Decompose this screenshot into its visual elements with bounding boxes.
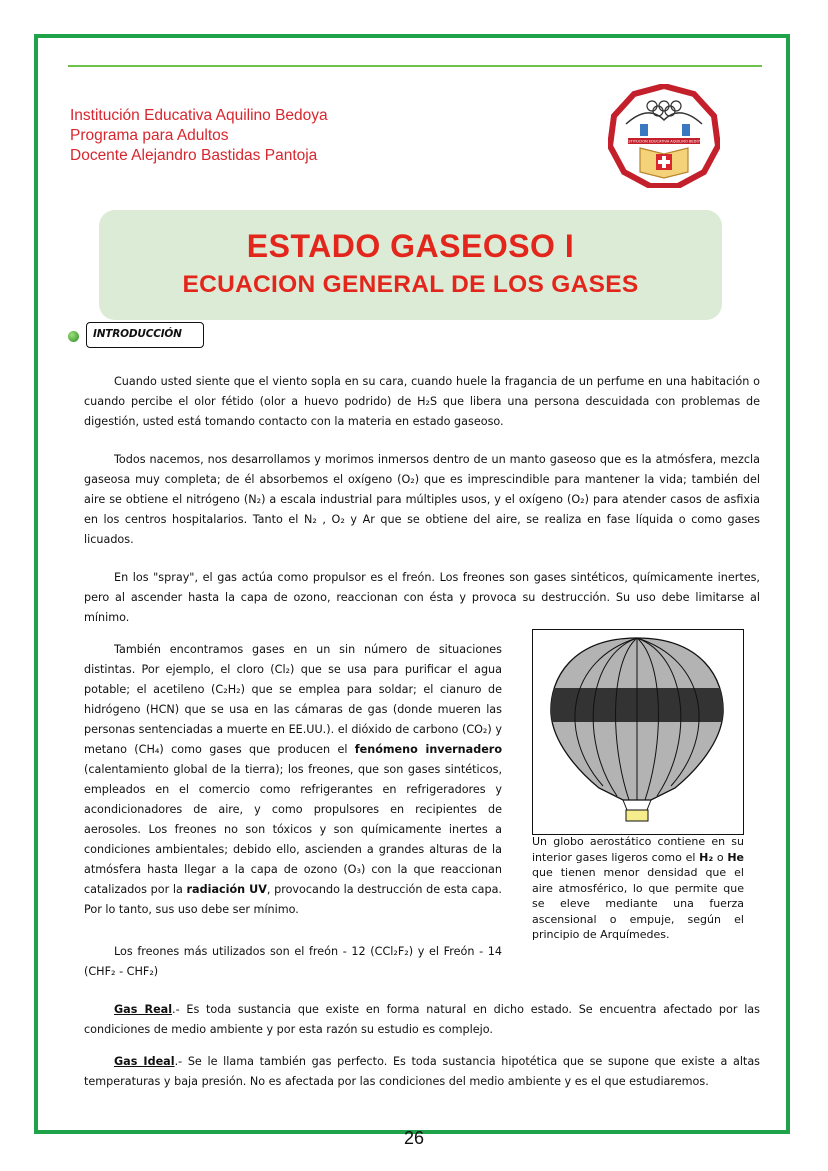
gas-ideal-term: Gas Ideal bbox=[114, 1055, 175, 1068]
paragraph-2 bbox=[84, 450, 760, 550]
title-banner bbox=[99, 210, 722, 320]
balloon-caption bbox=[532, 834, 744, 943]
institution-header bbox=[70, 106, 328, 166]
top-rule bbox=[68, 65, 762, 67]
paragraph-4-text-e: , provocando la destrucción de esta capa. Por lo tanto, sus uso debe ser mínimo. bbox=[84, 883, 502, 916]
paragraph-1-text: Cuando usted siente que el viento sopla en su cara, cuando huele la fragancia de un perfume en una habitación o cuando percibe el olor fétido (olor a huevo podrido) de H₂S que libera una persona descuidada con problemas de digestión, usted está tomando contacto con la materia en estado gaseoso. bbox=[84, 375, 760, 428]
caption-he: He bbox=[727, 850, 744, 864]
bullet-icon bbox=[68, 331, 79, 342]
program-name: Programa para Adultos bbox=[70, 127, 229, 144]
paragraph-gas-real bbox=[84, 1000, 760, 1040]
paragraph-4 bbox=[84, 640, 502, 920]
school-logo-icon bbox=[608, 84, 720, 188]
page-number: 26 bbox=[403, 1128, 425, 1148]
gas-real-definition: .- Es toda sustancia que existe en forma natural en dicho estado. Se encuentra afectado por las condiciones de medio ambiente y por esta razón su estudio es complejo. bbox=[84, 1003, 760, 1036]
gas-real-term: Gas Real bbox=[114, 1003, 173, 1016]
caption-text-a: Un globo aerostático contiene en su interior gases ligeros como el bbox=[532, 835, 744, 864]
paragraph-3-text: En los "spray", el gas actúa como propulsor es el freón. Los freones son gases sintéticos, químicamente inertes, pero al ascender hasta la capa de ozono, reaccionan con ésta y provoca su destrucción. Su uso debe limitarse al mínimo. bbox=[84, 571, 760, 624]
greenhouse-term: fenómeno invernadero bbox=[354, 743, 502, 756]
paragraph-3 bbox=[84, 568, 760, 628]
logo-text: INSTITUCION EDUCATIVA AQUILINO BEDOYA bbox=[624, 139, 704, 144]
caption-text-c: que tienen menor densidad que el aire atmosférico, lo que permite que se eleve mediante una fuerza ascensional o empuje, según el principio de Arquímedes. bbox=[532, 866, 744, 941]
paragraph-1 bbox=[84, 372, 760, 432]
balloon-figure bbox=[532, 629, 744, 835]
paragraph-4-text-a: También encontramos gases en un sin número de situaciones distintas. Por ejemplo, el cloro (Cl₂) que se usa para purificar el agua potable; el acetileno (C₂H₂) que se emplea para soldar; el cianuro de hidrógeno (HCN) que se usa en las cámaras de gas (donde mueren las personas sentenciadas a muerte en EE.UU.). el dióxido de carbono (CO₂) y metano (CH₄) como gases que producen el bbox=[84, 643, 502, 756]
paragraph-gas-ideal bbox=[84, 1052, 760, 1092]
uv-term: radiación UV bbox=[186, 883, 267, 896]
page-subtitle: ECUACION GENERAL DE LOS GASES bbox=[182, 271, 639, 298]
page-title: ESTADO GASEOSO I bbox=[246, 228, 575, 264]
institution-name: Institución Educativa Aquilino Bedoya bbox=[70, 107, 328, 124]
caption-h2: H₂ bbox=[699, 850, 714, 864]
caption-text-b: o bbox=[713, 850, 728, 864]
paragraph-5-text: Los freones más utilizados son el freón - 12 (CCl₂F₂) y el Freón - 14 (CHF₂ - CHF₂) bbox=[84, 945, 502, 978]
teacher-name: Docente Alejandro Bastidas Pantoja bbox=[70, 147, 318, 164]
paragraph-4-text-c: (calentamiento global de la tierra); los freones, que son gases sintéticos, empleados en el comercio como refrigerantes en refrigeradores y acondicionadores de aire, y como propulsores en recipientes de aerosoles. Los freones no son tóxicos y son químicamente inertes a condiciones ambientales; debido ello, ascienden a grandes alturas de la atmósfera hasta llegar a la capa de ozono (O₃) con la que reaccionan catalizados por la bbox=[84, 763, 502, 896]
section-tag: INTRODUCCIÓN bbox=[86, 322, 204, 348]
hot-air-balloon-icon bbox=[533, 630, 742, 833]
paragraph-5 bbox=[84, 942, 502, 982]
paragraph-2-text: Todos nacemos, nos desarrollamos y morimos inmersos dentro de un manto gaseoso que es la atmósfera, mezcla gaseosa muy completa; de él absorbemos el oxígeno (O₂) que es imprescindible para mantener la vida; también del aire se obtiene el nitrógeno (N₂) a escala industrial para múltiples usos, y el oxígeno (O₂) para atender casos de asfixia en los centros hospitalarios. Tanto el N₂ , O₂ y Ar que se obtiene del aire, se realiza en fase líquida o como gases licuados. bbox=[84, 453, 760, 546]
gas-ideal-definition: .- Se le llama también gas perfecto. Es toda sustancia hipotética que se supone que existe a altas temperaturas y baja presión. No es afectada por las condiciones del medio ambiente y es el que estudiaremos. bbox=[84, 1055, 761, 1088]
